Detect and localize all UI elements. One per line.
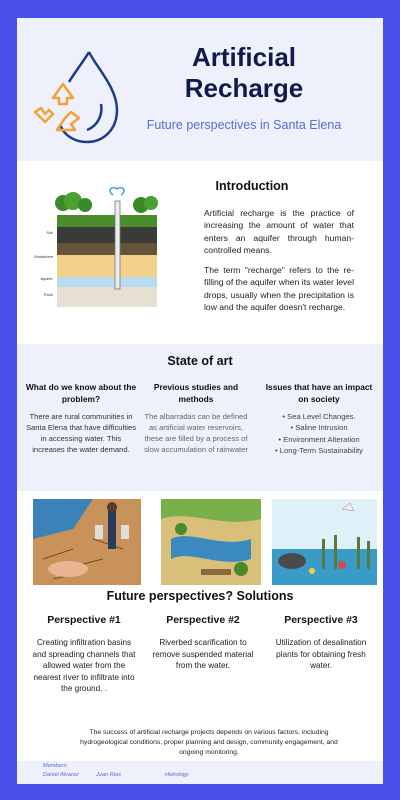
previous-studies-heading: Previous studies and methods [153,382,239,404]
frame-bottom [0,784,400,800]
illustrations-row [17,491,383,591]
state-of-art-section [17,344,383,491]
aquifer-well-illustration [33,181,159,311]
perspective-3-title: Perspective #3 [284,614,358,626]
perspective-2-body: Riverbed scarification to remove suspended material from the water. [152,638,254,670]
problem-heading: What do we know about the problem? [25,382,137,404]
perspective-1-body: Creating infiltration basins and spreading channels that allowed water from the nearest river to infiltrate into the ground. . [32,638,136,693]
impact-item: • Sea Level Changes. [282,412,356,421]
introduction-paragraph-1: Artificial recharge is the practice of increasing the amount of water that enters an aquifer through human-controlled means. [204,208,354,256]
drought-illustration [33,499,141,585]
previous-studies-column [144,382,248,455]
layer-label-sandstone: Sandstone [33,254,53,259]
problem-body: There are rural communities in Santa Elena that have difficulties in accessing water. This increases the water demand. [25,412,137,454]
coastal-pollution-illustration [272,499,377,585]
impact-item: • Environment Alteration [278,434,360,444]
member-name: Daniel Alvarez [43,772,79,778]
albarrada-illustration [161,499,261,585]
frame-right [383,0,400,800]
members-bar [17,761,383,784]
introduction-section [17,161,383,344]
page-title: Artificial Recharge [184,42,304,103]
impact-heading: Issues that have an impact on society [265,382,373,404]
water-drop-recycle-icon [27,46,127,146]
previous-studies-body: The albarradas can be defined as artificial water reservoirs, these are filled by a process of slow accumulation of rainwater [144,412,248,454]
course-name: Hidrology [165,772,189,778]
impact-item: • Long-Term Sustainability [275,446,363,456]
page-subtitle: Future perspectives in Santa Elena [146,118,342,132]
perspective-1-title: Perspective #1 [47,614,121,626]
conclusion-text: The success of artificial recharge projects depends on various factors, including hydrogeological conditions, proper planning and design, community engagement, and ongoing monitoring. [80,729,338,756]
members-label: Members: [43,763,68,769]
member-name: Juan Rios [96,772,121,778]
perspective-1 [29,614,139,695]
layer-label-rock: Rock [43,292,53,297]
impact-list [265,411,373,457]
layer-label-soil: Soil [46,230,53,235]
frame-top [0,0,400,18]
impact-column [265,382,373,457]
solutions-heading: Future perspectives? Solutions [106,589,294,603]
perspective-2-title: Perspective #2 [166,614,240,626]
perspective-3-body: Utilization of desalination plants for obtaining fresh water. [275,638,367,670]
poster [17,18,383,784]
introduction-paragraph-2: The term "recharge" refers to the re-filling of the aquifer when its water level drops, usually when the precipitation is low and the aquifer doesn't recharge. [204,265,354,313]
header-panel [17,18,383,161]
layer-label-aquifer: Aquifer [40,276,53,281]
perspective-3 [271,614,371,672]
state-of-art-heading: State of art [167,354,233,368]
problem-column [25,382,137,455]
impact-item: • Saline Intrusion [290,423,348,433]
perspective-2 [148,614,258,672]
introduction-heading: Introduction [215,179,289,193]
frame-left [0,0,17,800]
